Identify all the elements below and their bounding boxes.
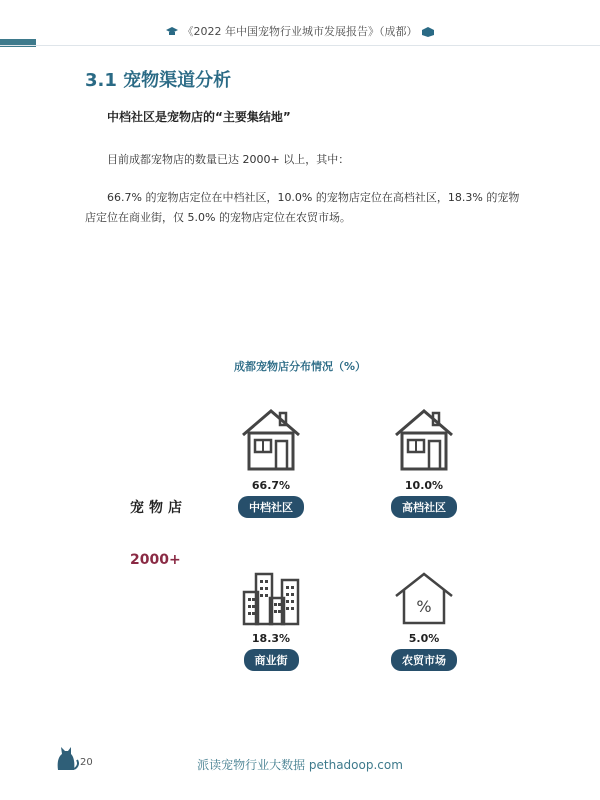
item-percent: 10.0% bbox=[404, 479, 444, 492]
chart-item-mid-community bbox=[221, 403, 321, 518]
house-icon bbox=[393, 407, 455, 473]
house-icon bbox=[240, 407, 302, 473]
percent-house-icon bbox=[393, 570, 455, 626]
page-number: 20 bbox=[80, 757, 93, 768]
item-label-pill: 高档社区 bbox=[391, 496, 457, 518]
header-title-row bbox=[0, 23, 600, 39]
header-divider bbox=[0, 45, 600, 46]
paragraph-intro: 目前成都宠物店的数量已达 2000+ 以上，其中： bbox=[107, 153, 350, 166]
buildings-icon bbox=[240, 570, 302, 626]
chart-title: 成都宠物店分布情况（%） bbox=[233, 360, 367, 373]
pet-store-label: 宠物店 bbox=[130, 500, 187, 516]
section-subheading: 中档社区是宠物店的“主要集结地” bbox=[107, 110, 291, 124]
item-label-pill: 农贸市场 bbox=[391, 649, 457, 671]
book-icon bbox=[421, 26, 435, 38]
section-title: 3.1 宠物渠道分析 bbox=[85, 70, 232, 91]
item-percent: 66.7% bbox=[251, 479, 291, 492]
item-label-pill: 商业街 bbox=[244, 649, 299, 671]
chart-item-commercial-street bbox=[221, 556, 321, 671]
item-percent: 18.3% bbox=[251, 632, 291, 645]
header-title: 《2022 年中国宠物行业城市发展报告》（成都） bbox=[182, 25, 418, 38]
chart-item-farmers-market bbox=[374, 556, 474, 671]
graduation-cap-icon bbox=[165, 26, 179, 38]
item-percent: 5.0% bbox=[408, 632, 440, 645]
svg-text:%: % bbox=[416, 597, 432, 616]
chart-item-high-community bbox=[374, 403, 474, 518]
item-label-pill: 中档社区 bbox=[238, 496, 304, 518]
paragraph-detail: 66.7% 的宠物店定位在中档社区，10.0% 的宠物店定位在高档社区，18.3% 的宠物店定位在商业街，仅 5.0% 的宠物店定位在农贸市场。 bbox=[85, 191, 520, 224]
store-count: 2000+ bbox=[130, 552, 181, 568]
footer-text: 派读宠物行业大数据 pethadoop.com bbox=[197, 758, 403, 772]
